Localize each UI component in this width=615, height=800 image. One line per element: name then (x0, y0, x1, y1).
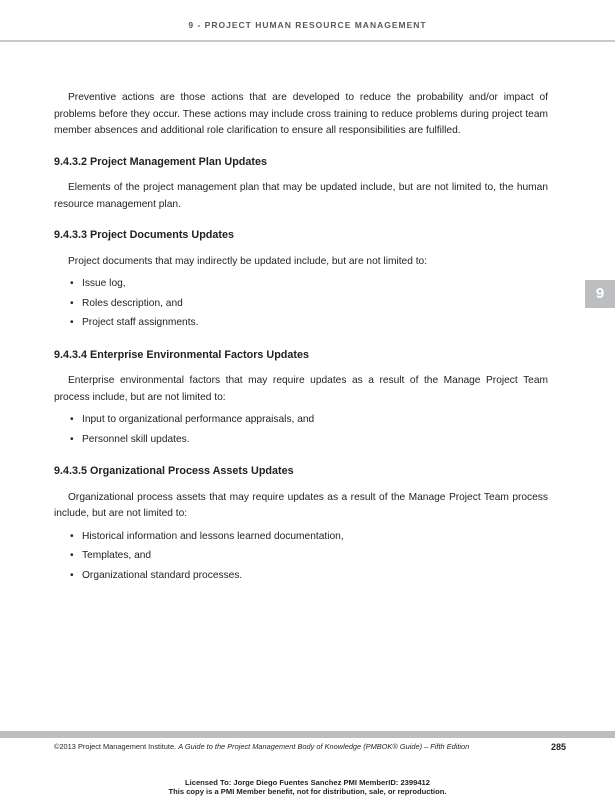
header-divider (0, 40, 615, 42)
section-paragraph: Elements of the project management plan that may be updated include, but are not limited to, the human resource management plan. (54, 182, 548, 210)
section-paragraph: Enterprise environmental factors that may require updates as a result of the Manage Project Team process include, but are not limited to: (54, 375, 548, 403)
page-body (54, 90, 548, 599)
list-item: • Roles description, and (82, 294, 548, 314)
list-item: • Templates, and (82, 546, 548, 566)
intro-paragraph: Preventive actions are those actions that are developed to reduce the probability and/or impact of problems before they occur. These actions may include cross training to reduce problems during project team member absences and additional role clarification to ensure all responsibilities are fulfilled. (54, 92, 548, 136)
page-number: 285 (550, 742, 566, 752)
license-line-2: This copy is a PMI Member benefit, not for distribution, sale, or reproduction. (168, 786, 447, 796)
list-item: • Historical information and lessons learned documentation, (82, 527, 548, 547)
running-header: 9 - PROJECT HUMAN RESOURCE MANAGEMENT (188, 20, 427, 30)
license-notice (0, 779, 615, 796)
footer-divider (0, 731, 615, 738)
bullet-list (54, 274, 548, 333)
list-item: • Issue log, (82, 274, 548, 294)
license-line-1: Licensed To: Jorge Diego Fuentes Sanchez PMI MemberID: 2399412 (184, 778, 431, 787)
section-heading: 9.4.3.5 Organizational Process Assets Updates (54, 465, 294, 477)
list-item: • Input to organizational performance appraisals, and (82, 410, 548, 430)
section-paragraph: Organizational process assets that may require updates as a result of the Manage Project Team process include, but are not limited to: (54, 491, 548, 519)
bullet-list (54, 410, 548, 449)
page-footer (54, 742, 566, 751)
book-title: A Guide to the Project Management Body of Knowledge (PMBOK® Guide) – Fifth Edition (178, 742, 470, 751)
section-heading: 9.4.3.3 Project Documents Updates (54, 229, 235, 241)
bullet-list (54, 527, 548, 586)
list-item: • Organizational standard processes. (82, 566, 548, 586)
copyright-text: ©2013 Project Management Institute. (54, 742, 177, 751)
list-item: • Personnel skill updates. (82, 430, 548, 450)
list-item: • Project staff assignments. (82, 313, 548, 333)
section-heading: 9.4.3.2 Project Management Plan Updates (54, 155, 268, 168)
section-paragraph: Project documents that may indirectly be updated include, but are not limited to: (68, 255, 428, 267)
chapter-tab: 9 (585, 280, 615, 308)
section-heading: 9.4.3.4 Enterprise Environmental Factors Updates (54, 348, 310, 361)
